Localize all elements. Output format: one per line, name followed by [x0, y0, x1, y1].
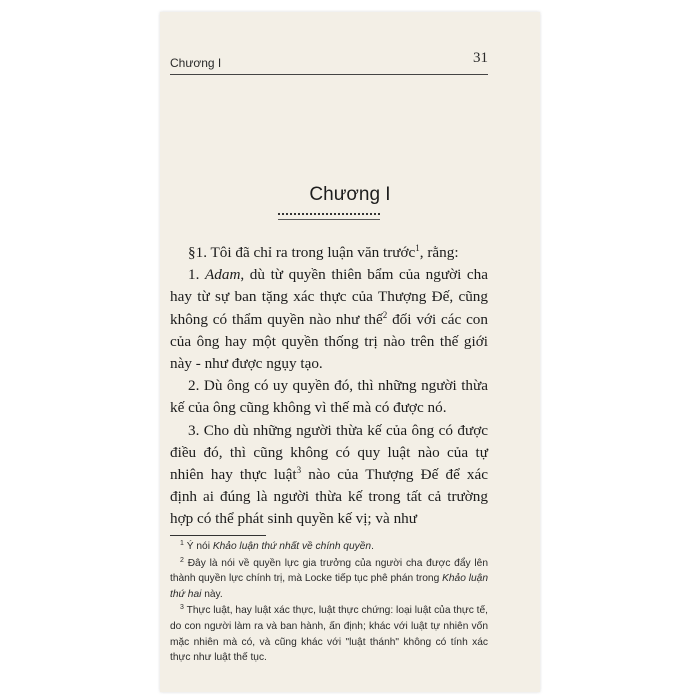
page-number: 31 [473, 50, 488, 66]
paragraph-4-text: 3. Cho dù những người thừa kế của ông có được điều đó, thì cũng không có quy luật nào của tự nhiên hay thực luật [170, 421, 488, 484]
running-header-chapter: Chương I [170, 56, 222, 70]
paragraph-2 [170, 264, 488, 375]
footnote-1-text: Ý nói [186, 541, 213, 552]
paragraph-1-tail: , rằng: [419, 244, 459, 261]
footnote-2-emphasis: Khảo luận thứ hai [170, 573, 488, 600]
footnote-rule [170, 535, 266, 536]
paragraph-2-number: 1. [188, 266, 205, 284]
footnote-ref-1: 1 [415, 242, 420, 253]
footnote-3-mark: 3 [180, 604, 184, 612]
paragraph-4-tail: nào của Thượng Đế để xác định ai đúng là người thừa kế trong tất cả trường hợp có thể phát sinh quyền kế vị; và như [170, 466, 489, 528]
footnote-1-mark: 1 [180, 540, 184, 547]
footnote-1 [170, 539, 488, 555]
paragraph-2-tail: đối với các con của ông hay một quyền thống trị nào trên thế giới này - như được ngụy tạo. [170, 310, 488, 373]
paragraph-1-text: §1. Tôi đã chỉ ra trong luận văn trước [188, 244, 416, 261]
footnote-3 [170, 603, 488, 665]
running-header [170, 50, 488, 74]
footnote-2-text: Đây là nói về quyền lực gia trưởng của người cha được đẩy lên thành quyền lực chính trị, mà Locke tiếp tục phê phán trong [170, 557, 488, 585]
footnote-2-mark: 2 [180, 556, 184, 564]
footnotes [170, 539, 488, 666]
paragraph-2-emphasis: Adam [204, 266, 241, 284]
footnote-ref-2: 2 [382, 309, 388, 320]
paragraph-3: 2. Dù ông có uy quyền đó, thì những người thừa kế của ông cũng không vì thế mà có được nó. [170, 377, 488, 417]
title-ornament [278, 213, 380, 220]
book-page [160, 12, 540, 692]
footnote-ref-3: 3 [296, 464, 302, 475]
body-text [170, 242, 488, 531]
chapter-title: Chương I [309, 184, 391, 205]
paragraph-1 [170, 242, 488, 264]
footnote-3-text: Thực luật, hay luật xác thực, luật thực chứng: loại luật của thực tế, do con người làm ra và ban hành, ấn định; khác với luật tự nhiên vốn mặc nhiên mà có, và cũng khác với "luật thánh" không có tính xác thực như luật thế tục. [170, 605, 488, 664]
footnote-2-tail: này. [201, 588, 223, 600]
footnote-1-tail: . [371, 541, 374, 552]
footnote-2 [170, 556, 488, 603]
header-rule [170, 74, 488, 75]
paragraph-2-text: , dù từ quyền thiên bẩm của người cha hay từ sự ban tặng xác thực của Thượng Đế, cũng không có thẩm quyền nào như thế [170, 266, 489, 328]
footnote-1-emphasis: Khảo luận thứ nhất về chính quyền [212, 541, 372, 552]
paragraph-4 [170, 420, 488, 531]
